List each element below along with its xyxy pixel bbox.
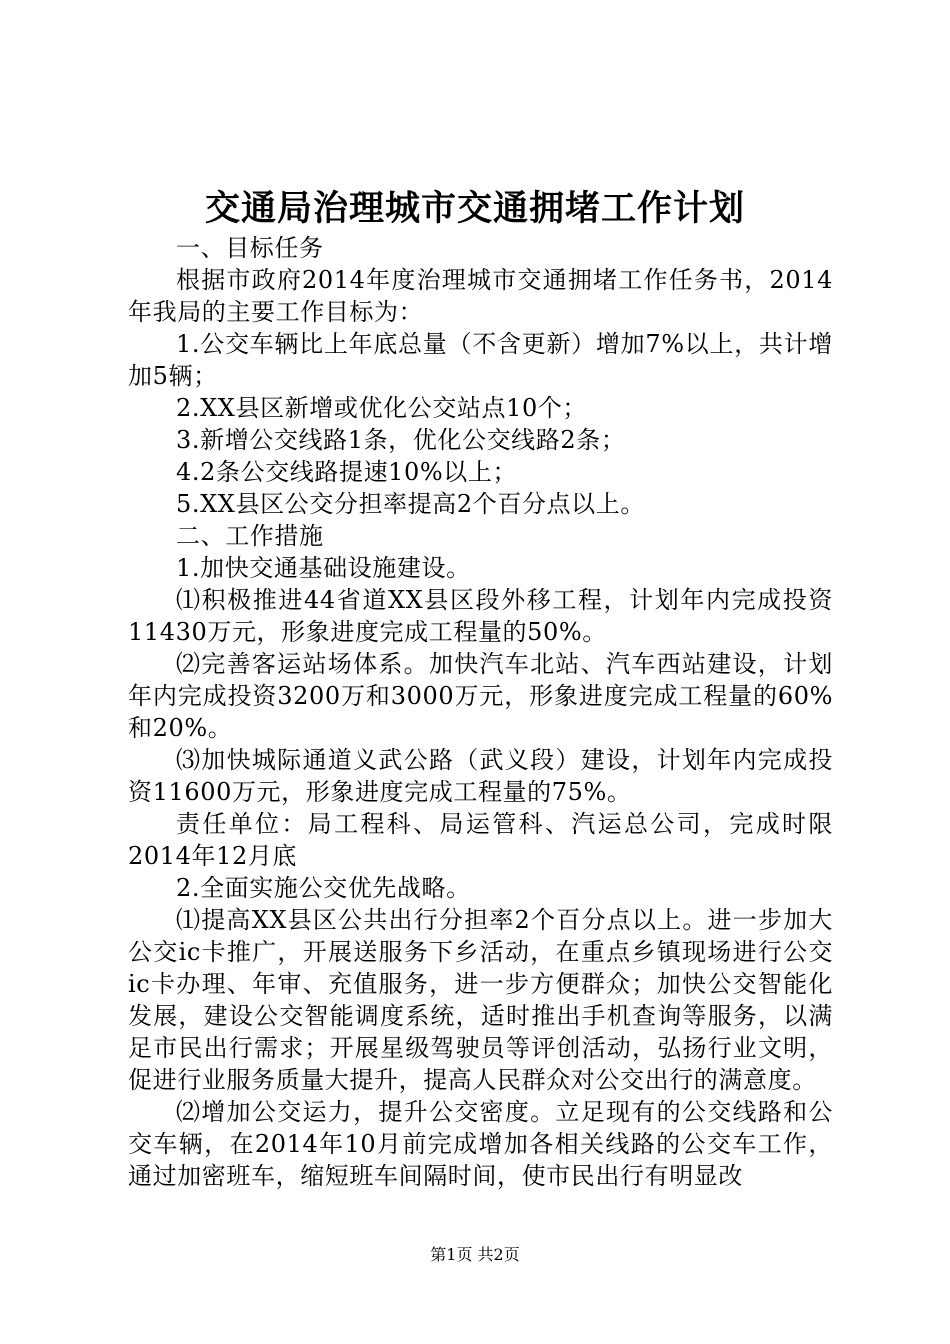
subheading-infrastructure: 1.加快交通基础设施建设。 (176, 554, 471, 582)
document-title: 交通局治理城市交通拥堵工作计划 (204, 188, 745, 229)
section-heading-measures: 二、工作措施 (176, 522, 324, 550)
paragraph-responsibility: 责任单位：局工程科、局运管科、汽运总公司，完成时限2014年12月底 (128, 810, 833, 870)
list-item-goal-2: 2.XX县区新增或优化公交站点10个； (176, 394, 588, 422)
subheading-bus-priority: 2.全面实施公交优先战略。 (176, 874, 471, 902)
list-item-goal-4: 4.2条公交线路提速10%以上； (176, 458, 518, 486)
page-footer: 第1页 共2页 (430, 1245, 520, 1264)
document-body (128, 232, 833, 1192)
list-item-goal-1: 1.公交车辆比上年底总量（不含更新）增加7%以上，共计增加5辆； (128, 330, 833, 390)
paragraph-measure-2-2: ⑵增加公交运力，提升公交密度。立足现有的公交线路和公交车辆，在2014年10月前完成增加各相关线路的公交车工作，通过加密班车，缩短班车间隔时间，使市民出行有明显改 (128, 1098, 833, 1190)
paragraph-measure-1-1: ⑴积极推进44省道XX县区段外移工程，计划年内完成投资11430万元，形象进度完成工程量的50%。 (128, 586, 833, 646)
list-item-goal-5: 5.XX县区公交分担率提高2个百分点以上。 (176, 490, 645, 518)
section-heading-goals: 一、目标任务 (176, 234, 324, 262)
paragraph-measure-1-2: ⑵完善客运站场体系。加快汽车北站、汽车西站建设，计划年内完成投资3200万和3000万元，形象进度完成工程量的60%和20%。 (128, 650, 833, 742)
paragraph-measure-2-1: ⑴提高XX县区公共出行分担率2个百分点以上。进一步加大公交ic卡推广，开展送服务下乡活动，在重点乡镇现场进行公交ic卡办理、年审、充值服务，进一步方便群众；加快公交智能化发展，建设公交智能调度系统，适时推出手机查询等服务，以满足市民出行需求；开展星级驾驶员等评创活动，弘扬行业文明，促进行业服务质量大提升，提高人民群众对公交出行的满意度。 (128, 906, 833, 1094)
paragraph-measure-1-3: ⑶加快城际通道义武公路（武义段）建设，计划年内完成投资11600万元，形象进度完成工程量的75%。 (128, 746, 833, 806)
list-item-goal-3: 3.新增公交线路1条，优化公交线路2条； (176, 426, 626, 454)
paragraph-intro: 根据市政府2014年度治理城市交通拥堵工作任务书，2014年我局的主要工作目标为： (128, 266, 833, 326)
